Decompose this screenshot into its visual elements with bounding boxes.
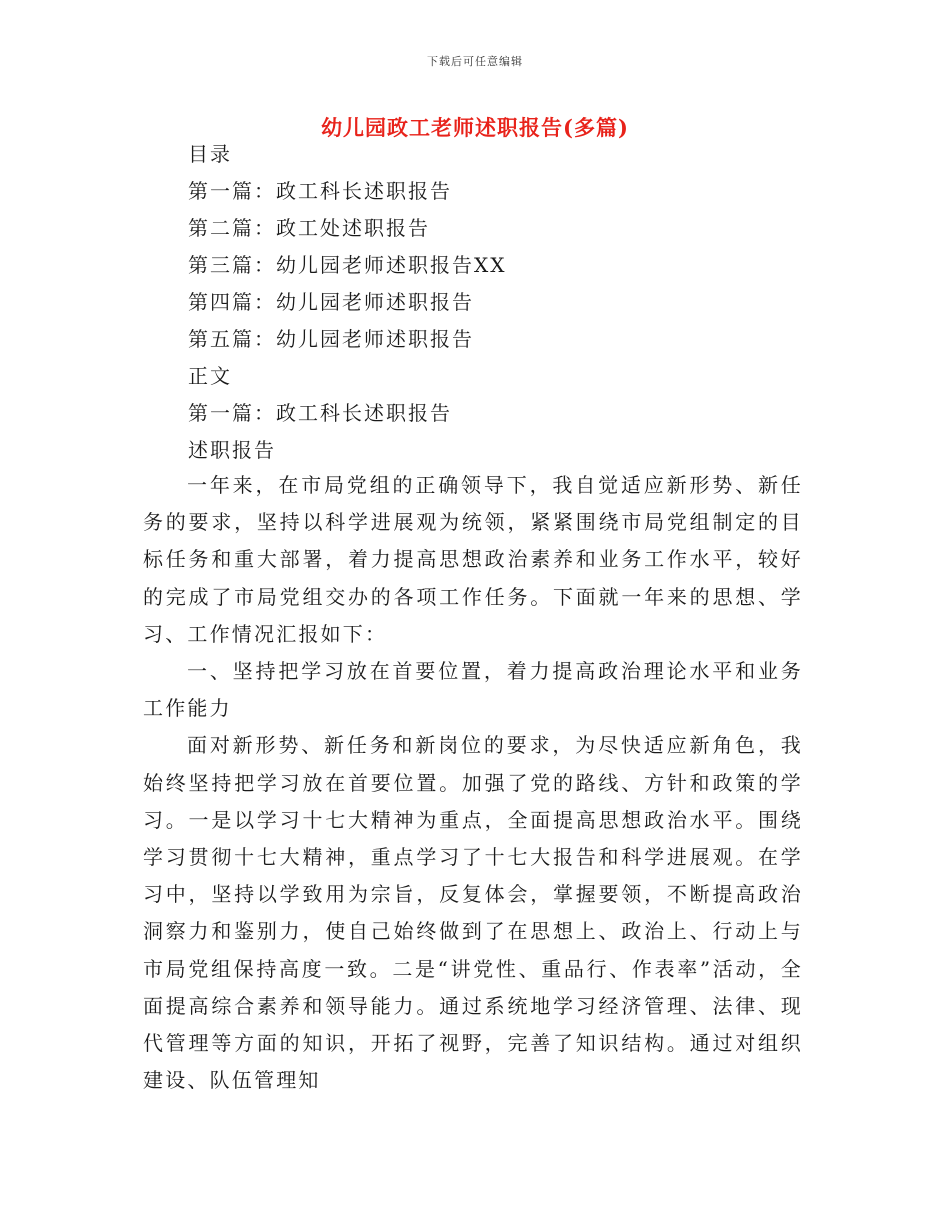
report-label: 述职报告 xyxy=(188,438,276,462)
toc-item: 第二篇：政工处述职报告 xyxy=(188,216,430,240)
body-paragraph: 面对新形势、新任务和新岗位的要求，为尽快适应新角色，我始终坚持把学习放在首要位置。加强了党的路线、方针和政策的学习。一是以学习十七大精神为重点，全面提高思想政治水平。围绕学习贯彻十七大精神，重点学习了十七大报告和科学进展观。在学习中，坚持以学致用为宗旨，反复体会，掌握要领，不断提高政治洞察力和鉴别力，使自己始终做到了在思想上、政治上、行动上与市局党组保持高度一致。二是“讲党性、重品行、作表率”活动，全面提高综合素养和领导能力。通过系统地学习经济管理、法律、现代管理等方面的知识，开拓了视野，完善了知识结构。通过对组织建设、队伍管理知 xyxy=(143,733,803,1093)
toc-item: 第五篇：幼儿园老师述职报告 xyxy=(188,327,474,351)
page-header-note: 下载后可任意编辑 xyxy=(427,55,523,68)
toc-item: 第一篇：政工科长述职报告 xyxy=(188,179,452,203)
toc-item: 第四篇：幼儿园老师述职报告 xyxy=(188,290,474,314)
body-paragraph: 一年来，在市局党组的正确领导下，我自觉适应新形势、新任务的要求，坚持以科学进展观为统领，紧紧围绕市局党组制定的目标任务和重大部署，着力提高思想政治素养和业务工作水平，较好的完成了市局党组交办的各项工作任务。下面就一年来的思想、学习、工作情况汇报如下： xyxy=(143,473,803,646)
section-heading-paragraph: 一、坚持把学习放在首要位置，着力提高政治理论水平和业务工作能力 xyxy=(143,659,803,721)
document-title: 幼儿园政工老师述职报告(多篇) xyxy=(321,115,629,140)
table-of-contents xyxy=(188,136,506,469)
toc-item: 第三篇：幼儿园老师述职报告XX xyxy=(188,253,507,277)
document-body xyxy=(143,467,803,1099)
toc-heading: 目录 xyxy=(188,142,232,166)
body-heading: 正文 xyxy=(188,364,232,388)
section-title: 第一篇：政工科长述职报告 xyxy=(188,401,452,425)
